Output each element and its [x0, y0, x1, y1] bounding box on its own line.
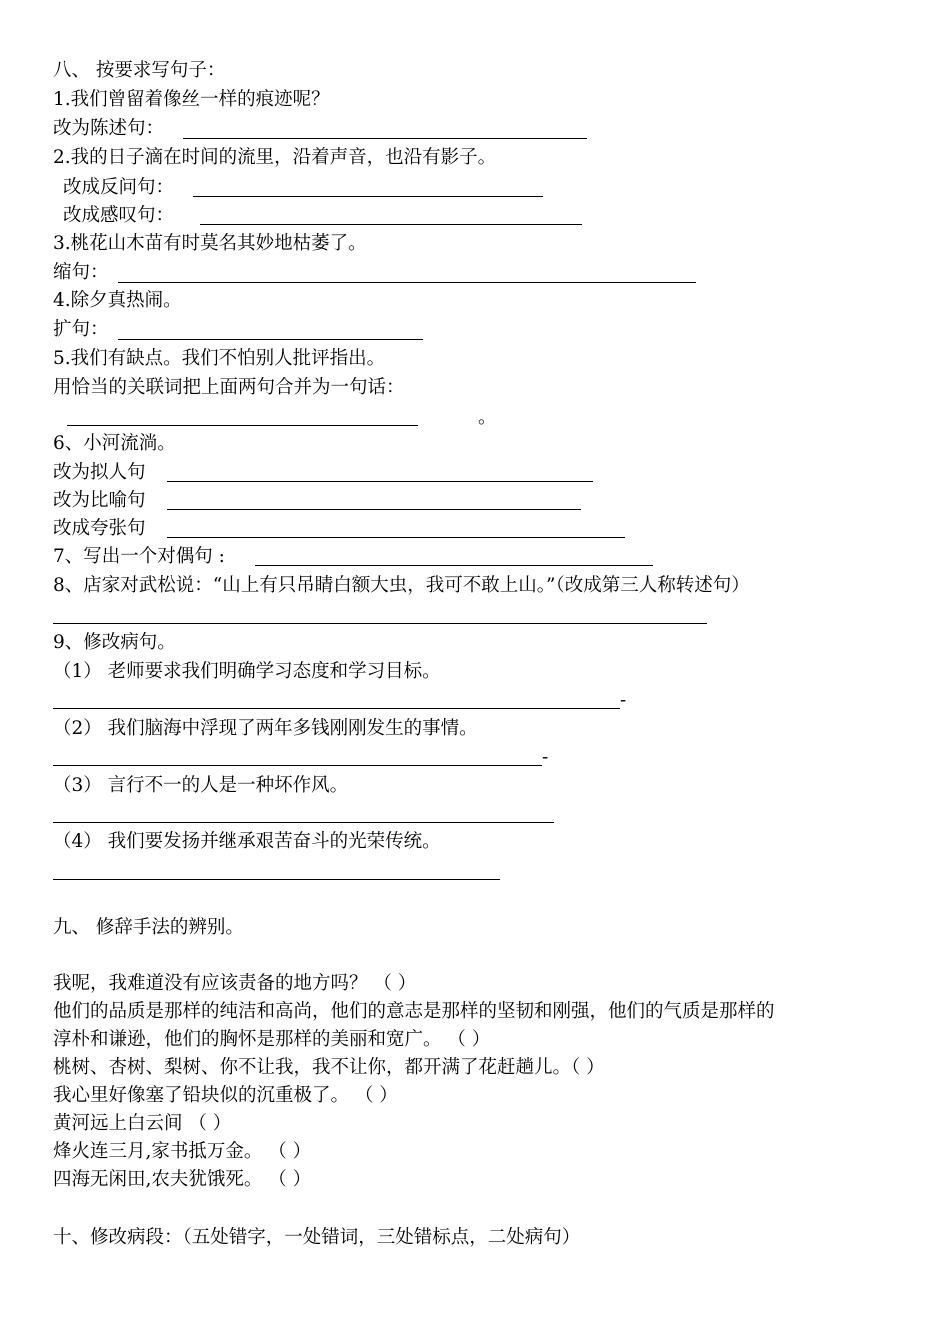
q2-rhetorical-answer-line[interactable] — [193, 196, 543, 197]
q4-sentence: 4.除夕真热闹。 — [53, 290, 182, 311]
q9-item-1-dash: - — [620, 690, 627, 711]
q6-hyperbole-answer-line[interactable] — [167, 537, 625, 538]
q6-prompt-personification: 改为拟人句 — [53, 462, 146, 483]
rhetoric-item-1: 我呢，我难道没有应该责备的地方吗？ （ ） — [53, 973, 417, 994]
q3-prompt: 缩句： — [53, 262, 109, 283]
rhetoric-item-6: 烽火连三月,家书抵万金。 （ ） — [53, 1141, 312, 1162]
q9-heading: 9、修改病句。 — [53, 632, 176, 653]
section-10-heading: 十、修改病段：（五处错字，一处错词，三处错标点，二处病句） — [53, 1227, 581, 1248]
q2-exclamation-answer-line[interactable] — [200, 224, 582, 225]
rhetoric-item-7: 四海无闲田,农夫犹饿死。 （ ） — [53, 1169, 312, 1190]
q6-metaphor-answer-line[interactable] — [167, 509, 581, 510]
q9-item-1-answer-line[interactable] — [53, 708, 620, 709]
q9-item-4: （4） 我们要发扬并继承艰苦奋斗的光荣传统。 — [53, 831, 441, 852]
q2-sentence: 2.我的日子滴在时间的流里，沿着声音，也沿有影子。 — [53, 147, 497, 168]
q9-item-3-answer-line[interactable] — [53, 822, 554, 823]
q8-answer-line[interactable] — [53, 623, 707, 624]
q9-item-3: （3） 言行不一的人是一种坏作风。 — [53, 775, 349, 796]
q4-answer-line[interactable] — [118, 339, 423, 340]
rhetoric-item-5: 黄河远上白云间 （ ） — [53, 1113, 232, 1134]
q6-prompt-hyperbole: 改成夸张句 — [53, 518, 146, 539]
rhetoric-item-3: 桃树、杏树、梨树、你不让我，我不让你，都开满了花赶趟儿。（ ） — [53, 1057, 605, 1078]
q5-sentence: 5.我们有缺点。我们不怕别人批评指出。 — [53, 348, 386, 369]
rhetoric-item-4: 我心里好像塞了铅块似的沉重极了。 （ ） — [53, 1085, 398, 1106]
q5-answer-line[interactable] — [67, 425, 418, 426]
q9-item-2: （2） 我们脑海中浮现了两年多钱刚刚发生的事情。 — [53, 718, 478, 739]
rhetoric-item-2-line-2: 淳朴和谦逊，他们的胸怀是那样的美丽和宽广。 （ ） — [53, 1029, 491, 1050]
q1-answer-line[interactable] — [183, 138, 587, 139]
q7-answer-line[interactable] — [255, 565, 653, 566]
q4-prompt: 扩句： — [53, 319, 109, 340]
q1-sentence: 1.我们曾留着像丝一样的痕迹呢？ — [53, 89, 330, 110]
q6-personification-answer-line[interactable] — [167, 481, 593, 482]
q9-item-1: （1） 老师要求我们明确学习态度和学习目标。 — [53, 661, 441, 682]
q2-prompt-exclamation: 改成感叹句： — [63, 205, 175, 226]
q7-prompt: 7、写出一个对偶句 : — [53, 546, 225, 567]
section-9-heading: 九、 修辞手法的辨别。 — [53, 917, 244, 938]
q1-prompt: 改为陈述句： — [53, 118, 165, 139]
q9-item-2-answer-line[interactable] — [53, 765, 542, 766]
q9-item-2-dash: - — [542, 747, 549, 768]
q9-item-4-answer-line[interactable] — [53, 879, 500, 880]
q6-sentence: 6、小河流淌。 — [53, 433, 176, 454]
q5-instruction: 用恰当的关联词把上面两句合并为一句话： — [53, 377, 405, 398]
q3-sentence: 3.桃花山木苗有时莫名其妙地枯萎了。 — [53, 233, 367, 254]
q5-end-mark: 。 — [478, 407, 497, 428]
section-8-heading: 八、 按要求写句子： — [53, 60, 226, 81]
q2-prompt-rhetorical: 改成反问句： — [63, 177, 175, 198]
q8-prompt: 8、店家对武松说：“山上有只吊睛白额大虫，我可不敢上山。”（改成第三人称转述句） — [53, 575, 750, 596]
rhetoric-item-2-line-1: 他们的品质是那样的纯洁和高尚，他们的意志是那样的坚韧和刚强，他们的气质是那样的 — [53, 1001, 775, 1022]
q3-answer-line[interactable] — [118, 282, 696, 283]
q6-prompt-metaphor: 改为比喻句 — [53, 490, 146, 511]
